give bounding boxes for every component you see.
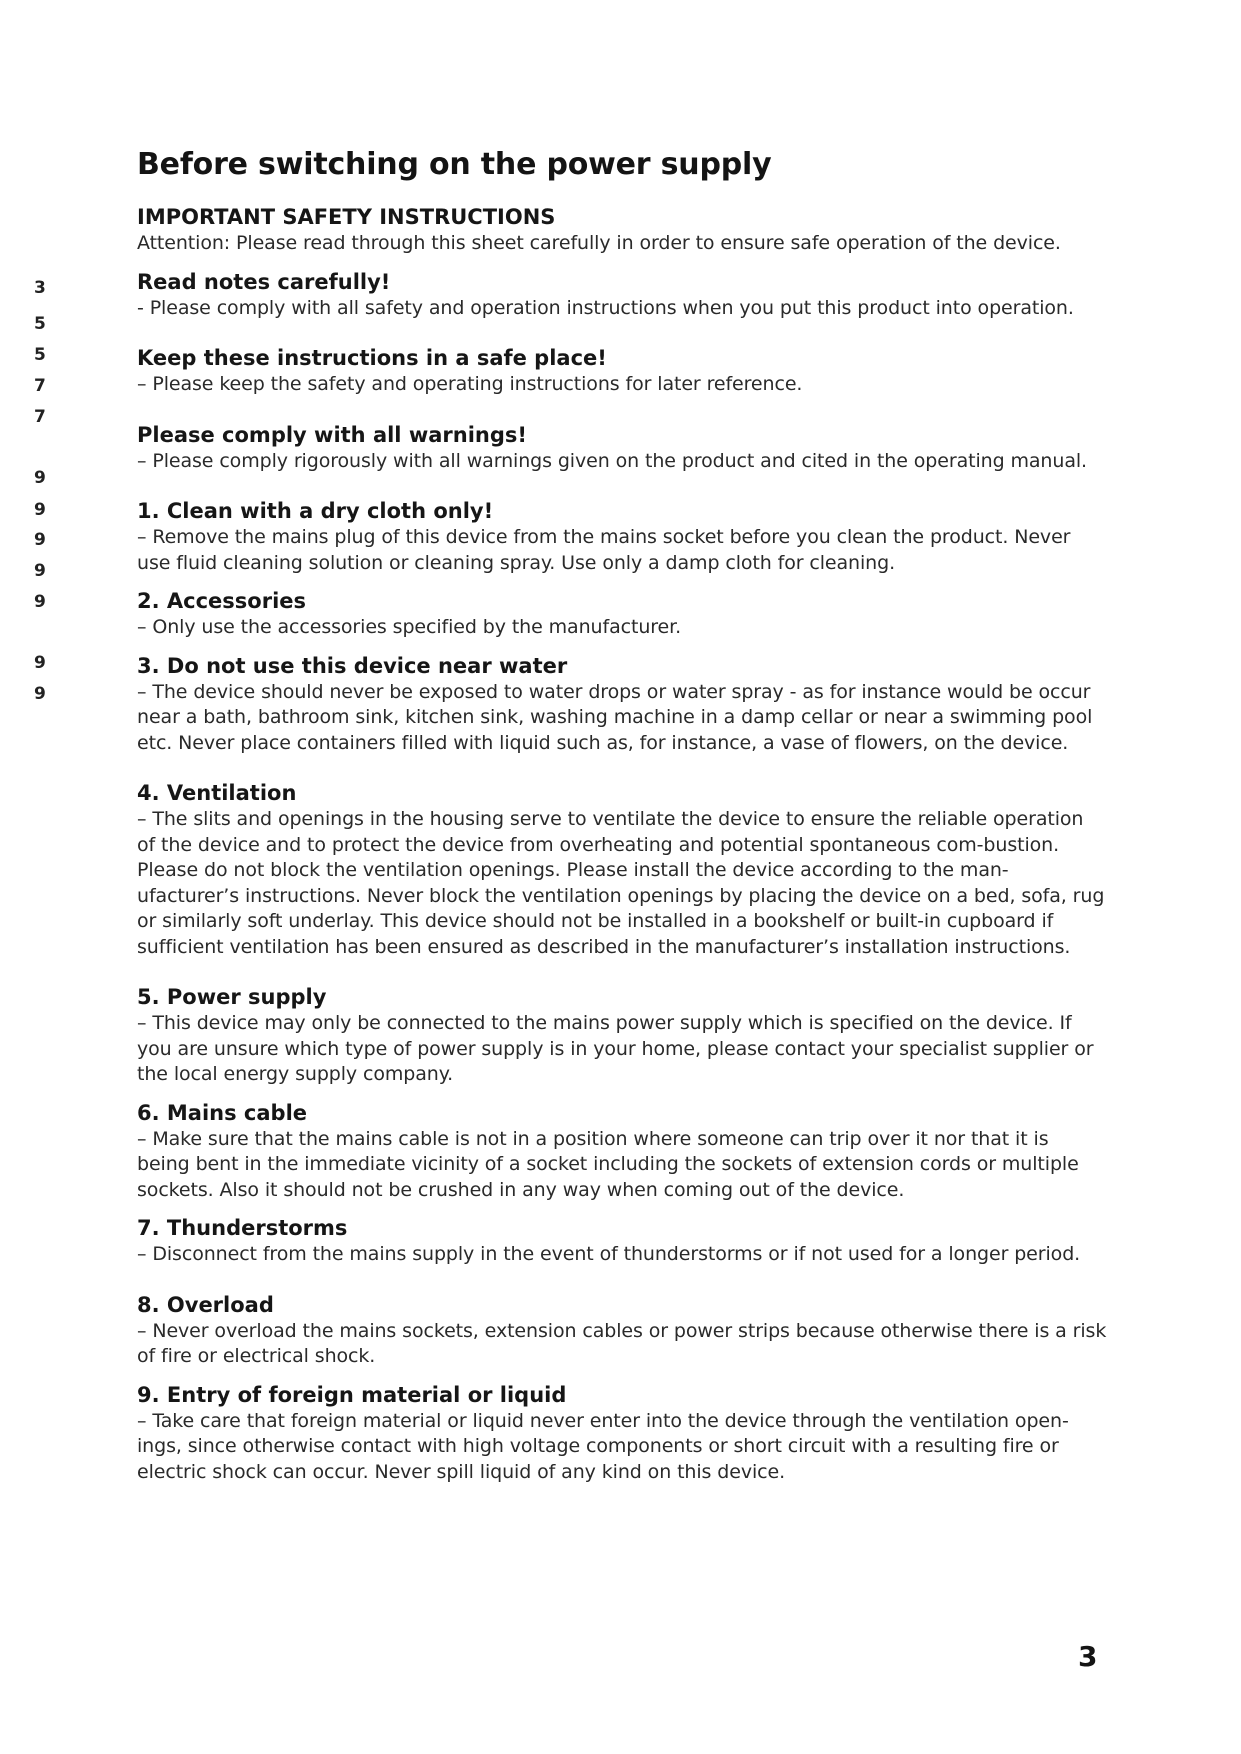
- section-body: – Take care that foreign material or liquid never enter into the device through the ventilation open-ings, since otherwise contact with high voltage components or short circuit with a resulting fire or electric shock can occur. Never spill liquid of any kind on this device.: [137, 1409, 1069, 1483]
- section-body: – Please comply rigorously with all warnings given on the product and cited in the operating manual.: [137, 449, 1087, 472]
- section-body: – Make sure that the mains cable is not in a position where someone can trip over it nor that it is being bent in the immediate vicinity of a socket including the sockets of extension cords or multiple sockets. Also it should not be crushed in any way when coming out of the device.: [137, 1127, 1079, 1201]
- section-heading: 1. Clean with a dry cloth only!: [137, 499, 494, 523]
- section-body: – Remove the mains plug of this device from the mains socket before you clean the product. Never use fluid cleaning solution or cleaning spray. Use only a damp cloth for cleaning.: [137, 526, 1071, 574]
- section-heading: 6. Mains cable: [137, 1100, 308, 1125]
- section-heading: 9. Entry of foreign material or liquid: [137, 1382, 567, 1407]
- page-title: Before switching on the power supply: [137, 147, 772, 182]
- section-heading: 7. Thunderstorms: [137, 1216, 348, 1240]
- section-body: – Never overload the mains sockets, extension cables or power strips because otherwise there is a risk of fire or electrical shock.: [137, 1319, 1107, 1367]
- section-accessories: [137, 588, 1107, 641]
- margin-mark: 3: [34, 278, 46, 298]
- section-body: - Please comply with all safety and operation instructions when you put this product into operation.: [137, 296, 1074, 319]
- section-read-notes: [137, 269, 1107, 322]
- section-body: – The device should never be exposed to water drops or water spray - as for instance would be occur near a bath, bathroom sink, kitchen sink, washing machine in a damp cellar or near a swimming pool etc. Never place containers filled with liquid such as, for instance, a vase of flowers, on the device.: [137, 680, 1093, 754]
- section-body: – Only use the accessories specified by the manufacturer.: [137, 616, 682, 638]
- margin-mark: 5: [34, 314, 46, 334]
- section-overload: [137, 1292, 1107, 1370]
- section-body: – Disconnect from the mains supply in the event of thunderstorms or if not used for a longer period.: [137, 1243, 1081, 1265]
- margin-mark: 9: [34, 500, 46, 520]
- intro-section: [137, 204, 1107, 257]
- margin-mark: 9: [34, 592, 46, 612]
- section-heading: 4. Ventilation: [137, 781, 297, 805]
- section-mains-cable: [137, 1100, 1107, 1204]
- margin-mark: 9: [34, 530, 46, 550]
- margin-mark: 9: [34, 653, 46, 673]
- section-body: – This device may only be connected to the mains power supply which is specified on the device. If you are unsure which type of power supply is in your home, please contact your specialist supplier or the local energy supply company.: [137, 1012, 1094, 1085]
- intro-body: Attention: Please read through this sheet carefully in order to ensure safe operation of the device.: [137, 232, 1061, 254]
- section-heading: Please comply with all warnings!: [137, 422, 527, 447]
- section-body: – Please keep the safety and operating instructions for later reference.: [137, 373, 803, 395]
- document-content: [137, 147, 1107, 1485]
- section-water: [137, 653, 1107, 757]
- section-heading: 8. Overload: [137, 1292, 274, 1317]
- intro-heading: IMPORTANT SAFETY INSTRUCTIONS: [137, 205, 556, 229]
- section-keep-instructions: [137, 345, 1107, 398]
- section-body: – The slits and openings in the housing serve to ventilate the device to ensure the reliable operation of the device and to protect the device from overheating and potential spontaneous com-bustion. Please do not block the ventilation openings. Please install the device according to the man-ufacturer’s instructions. Never block the ventilation openings by placing the device on a bed, sofa, rug or similarly soft underlay. This device should not be installed in a bookshelf or built-in cupboard if sufficient ventilation has been ensured as described in the manufacturer’s installation instructions.: [137, 808, 1105, 958]
- margin-mark: 9: [34, 561, 46, 581]
- section-heading: 3. Do not use this device near water: [137, 653, 568, 678]
- section-heading: Keep these instructions in a safe place!: [137, 346, 607, 370]
- section-heading: Read notes carefully!: [137, 269, 391, 294]
- section-comply-warnings: [137, 422, 1107, 475]
- margin-mark: 9: [34, 684, 46, 704]
- margin-mark: 5: [34, 345, 46, 365]
- margin-mark: 9: [34, 468, 46, 488]
- section-power-supply: [137, 984, 1107, 1088]
- margin-mark: 7: [34, 376, 46, 396]
- margin-marks: [34, 0, 46, 1754]
- section-clean: [137, 498, 1107, 576]
- margin-mark: 7: [34, 407, 46, 427]
- section-foreign-material: [137, 1382, 1107, 1486]
- section-thunderstorms: [137, 1215, 1107, 1268]
- section-ventilation: [137, 780, 1107, 960]
- page-number: 3: [1078, 1640, 1098, 1673]
- section-heading: 5. Power supply: [137, 985, 327, 1009]
- section-heading: 2. Accessories: [137, 589, 307, 613]
